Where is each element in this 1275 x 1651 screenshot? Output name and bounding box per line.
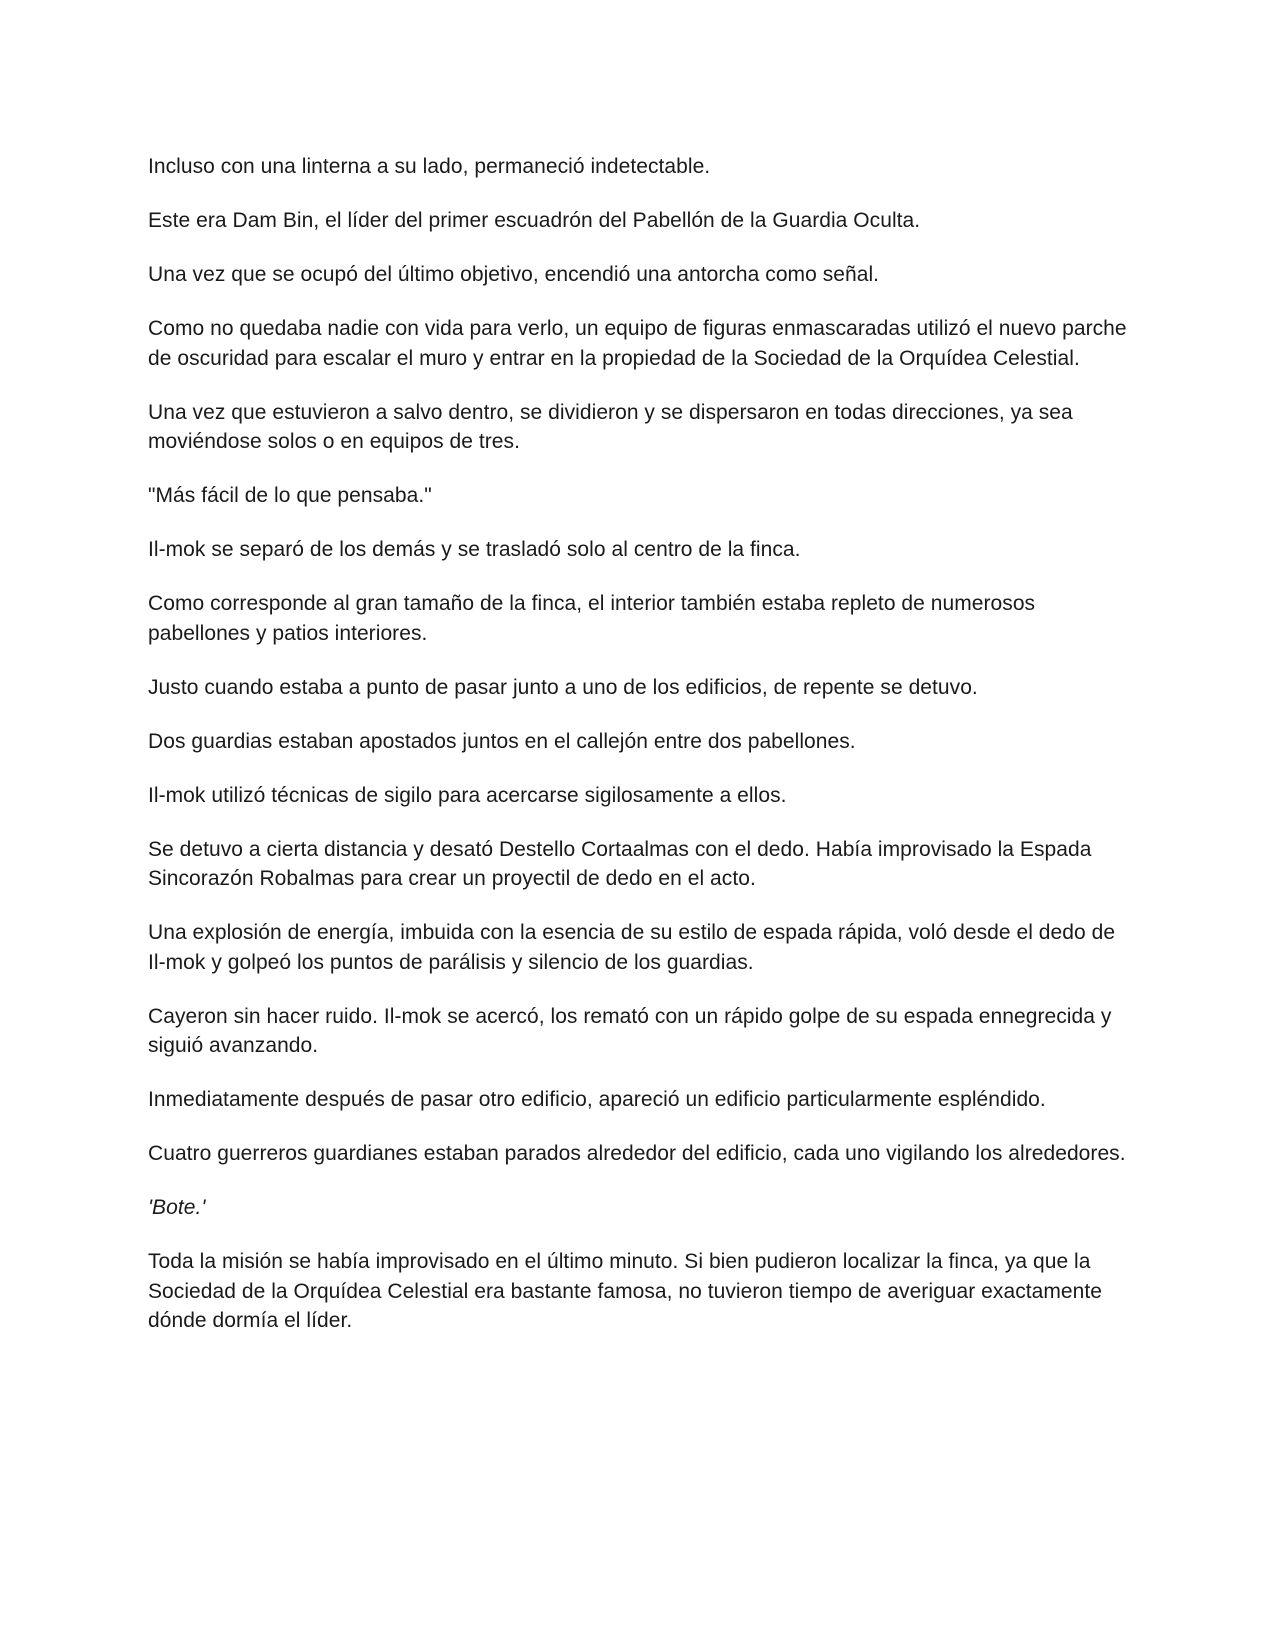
- paragraph-8: Como corresponde al gran tamaño de la finca, el interior también estaba repleto de numerosos pabellones y patios interiores.: [148, 592, 1036, 645]
- paragraph-15: Inmediatamente después de pasar otro edificio, apareció un edificio particularmente espléndido.: [148, 1088, 1046, 1111]
- paragraph-16: Cuatro guerreros guardianes estaban parados alrededor del edificio, cada uno vigilando los alrededores.: [148, 1142, 1126, 1165]
- paragraph-4: Como no quedaba nadie con vida para verlo, un equipo de figuras enmascaradas utilizó el nuevo parche de oscuridad para escalar el muro y entrar en la propiedad de la Sociedad de la Orquídea Celestial.: [148, 317, 1127, 370]
- paragraph-13: Una explosión de energía, imbuida con la esencia de su estilo de espada rápida, voló desde el dedo de Il-mok y golpeó los puntos de parálisis y silencio de los guardias.: [148, 921, 1116, 974]
- paragraph-9: Justo cuando estaba a punto de pasar junto a uno de los edificios, de repente se detuvo.: [148, 675, 978, 699]
- paragraph-3: Una vez que se ocupó del último objetivo, encendió una antorcha como señal.: [148, 263, 880, 286]
- paragraph-5: Una vez que estuvieron a salvo dentro, se dividieron y se dispersaron en todas direcciones, ya sea moviéndose solos o en equipos de tres.: [148, 400, 1073, 453]
- paragraph-1: Incluso con una linterna a su lado, permaneció indetectable.: [148, 155, 711, 178]
- paragraph-12: Se detuvo a cierta distancia y desató Destello Cortaalmas con el dedo. Había improvisado la Espada Sincorazón Robalmas para crear un proyectil de dedo en el acto.: [148, 837, 1092, 890]
- paragraph-17-italic-thought: 'Bote.': [148, 1196, 206, 1219]
- paragraph-6: "Más fácil de lo que pensaba.": [148, 484, 432, 507]
- paragraph-11: Il-mok utilizó técnicas de sigilo para acercarse sigilosamente a ellos.: [148, 783, 787, 807]
- document-body: [148, 152, 1128, 1360]
- paragraph-2: Este era Dam Bin, el líder del primer escuadrón del Pabellón de la Guardia Oculta.: [148, 209, 921, 232]
- paragraph-18: Toda la misión se había improvisado en el último minuto. Si bien pudieron localizar la finca, ya que la Sociedad de la Orquídea Celestial era bastante famosa, no tuvieron tiempo de averiguar exactamente dónde dormía el líder.: [148, 1250, 1102, 1332]
- paragraph-10: Dos guardias estaban apostados juntos en el callejón entre dos pabellones.: [148, 729, 856, 753]
- paragraph-14: Cayeron sin hacer ruido. Il-mok se acercó, los remató con un rápido golpe de su espada ennegrecida y siguió avanzando.: [148, 1004, 1112, 1057]
- paragraph-7: Il-mok se separó de los demás y se trasladó solo al centro de la finca.: [148, 538, 801, 561]
